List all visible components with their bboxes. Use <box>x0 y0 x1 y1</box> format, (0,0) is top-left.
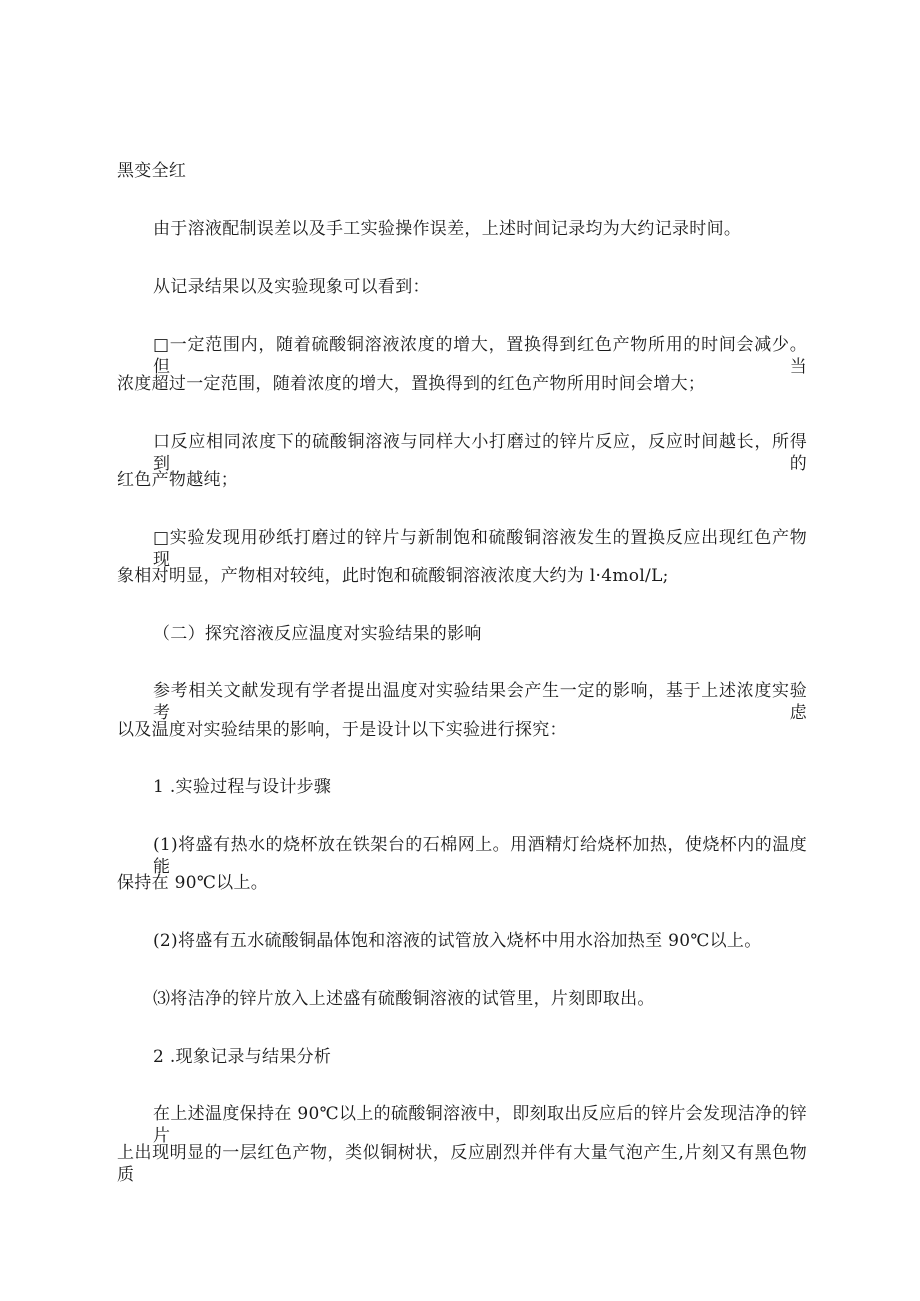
text-line: 从记录结果以及实验现象可以看到： <box>153 277 430 297</box>
text-line: 在上述温度保持在 90℃以上的硫酸铜溶液中，即刻取出反应后的锌片会发现洁净的锌片 <box>153 1104 807 1146</box>
text-line: 口反应相同浓度下的硫酸铜溶液与同样大小打磨过的锌片反应，反应时间越长，所得到的 <box>153 432 807 474</box>
text-line: 象相对明显，产物相对较纯，此时饱和硫酸铜溶液浓度大约为 l·4mol/L; <box>117 566 669 586</box>
text-line: □一定范围内，随着硫酸铜溶液浓度的增大，置换得到红色产物所用的时间会减少。但当 <box>153 335 807 377</box>
subsection-heading: 2 .现象记录与结果分析 <box>153 1047 332 1067</box>
text-line: ⑶将洁净的锌片放入上述盛有硫酸铜溶液的试管里，片刻即取出。 <box>153 989 655 1009</box>
text-line: 由于溶液配制误差以及手工实验操作误差，上述时间记录均为大约记录时间。 <box>153 219 742 239</box>
section-heading: （二）探究溶液反应温度对实验结果的影响 <box>153 624 482 644</box>
text-line: (2)将盛有五水硫酸铜晶体饱和溶液的试管放入烧杯中用水浴加热至 90℃以上。 <box>153 931 762 951</box>
text-line: (1)将盛有热水的烧杯放在铁架台的石棉网上。用酒精灯给烧杯加热，使烧杯内的温度能 <box>153 835 807 877</box>
text-line: □实验发现用砂纸打磨过的锌片与新制饱和硫酸铜溶液发生的置换反应出现红色产物现 <box>153 528 807 570</box>
text-line: 参考相关文献发现有学者提出温度对实验结果会产生一定的影响，基于上述浓度实验考虑 <box>153 681 807 723</box>
text-line: 黑变全红 <box>117 161 187 181</box>
text-line: 红色产物越纯； <box>117 470 239 490</box>
text-line: 上出现明显的一层红色产物，类似铜树状，反应剧烈并伴有大量气泡产生,片刻又有黑色物质 <box>117 1143 807 1185</box>
text-line: 保持在 90℃以上。 <box>117 873 269 893</box>
subsection-heading: 1 .实验过程与设计步骤 <box>153 777 332 797</box>
text-line: 浓度超过一定范围，随着浓度的增大，置换得到的红色产物所用时间会增大； <box>117 374 706 394</box>
text-line: 以及温度对实验结果的影响，于是设计以下实验进行探究： <box>117 720 567 740</box>
